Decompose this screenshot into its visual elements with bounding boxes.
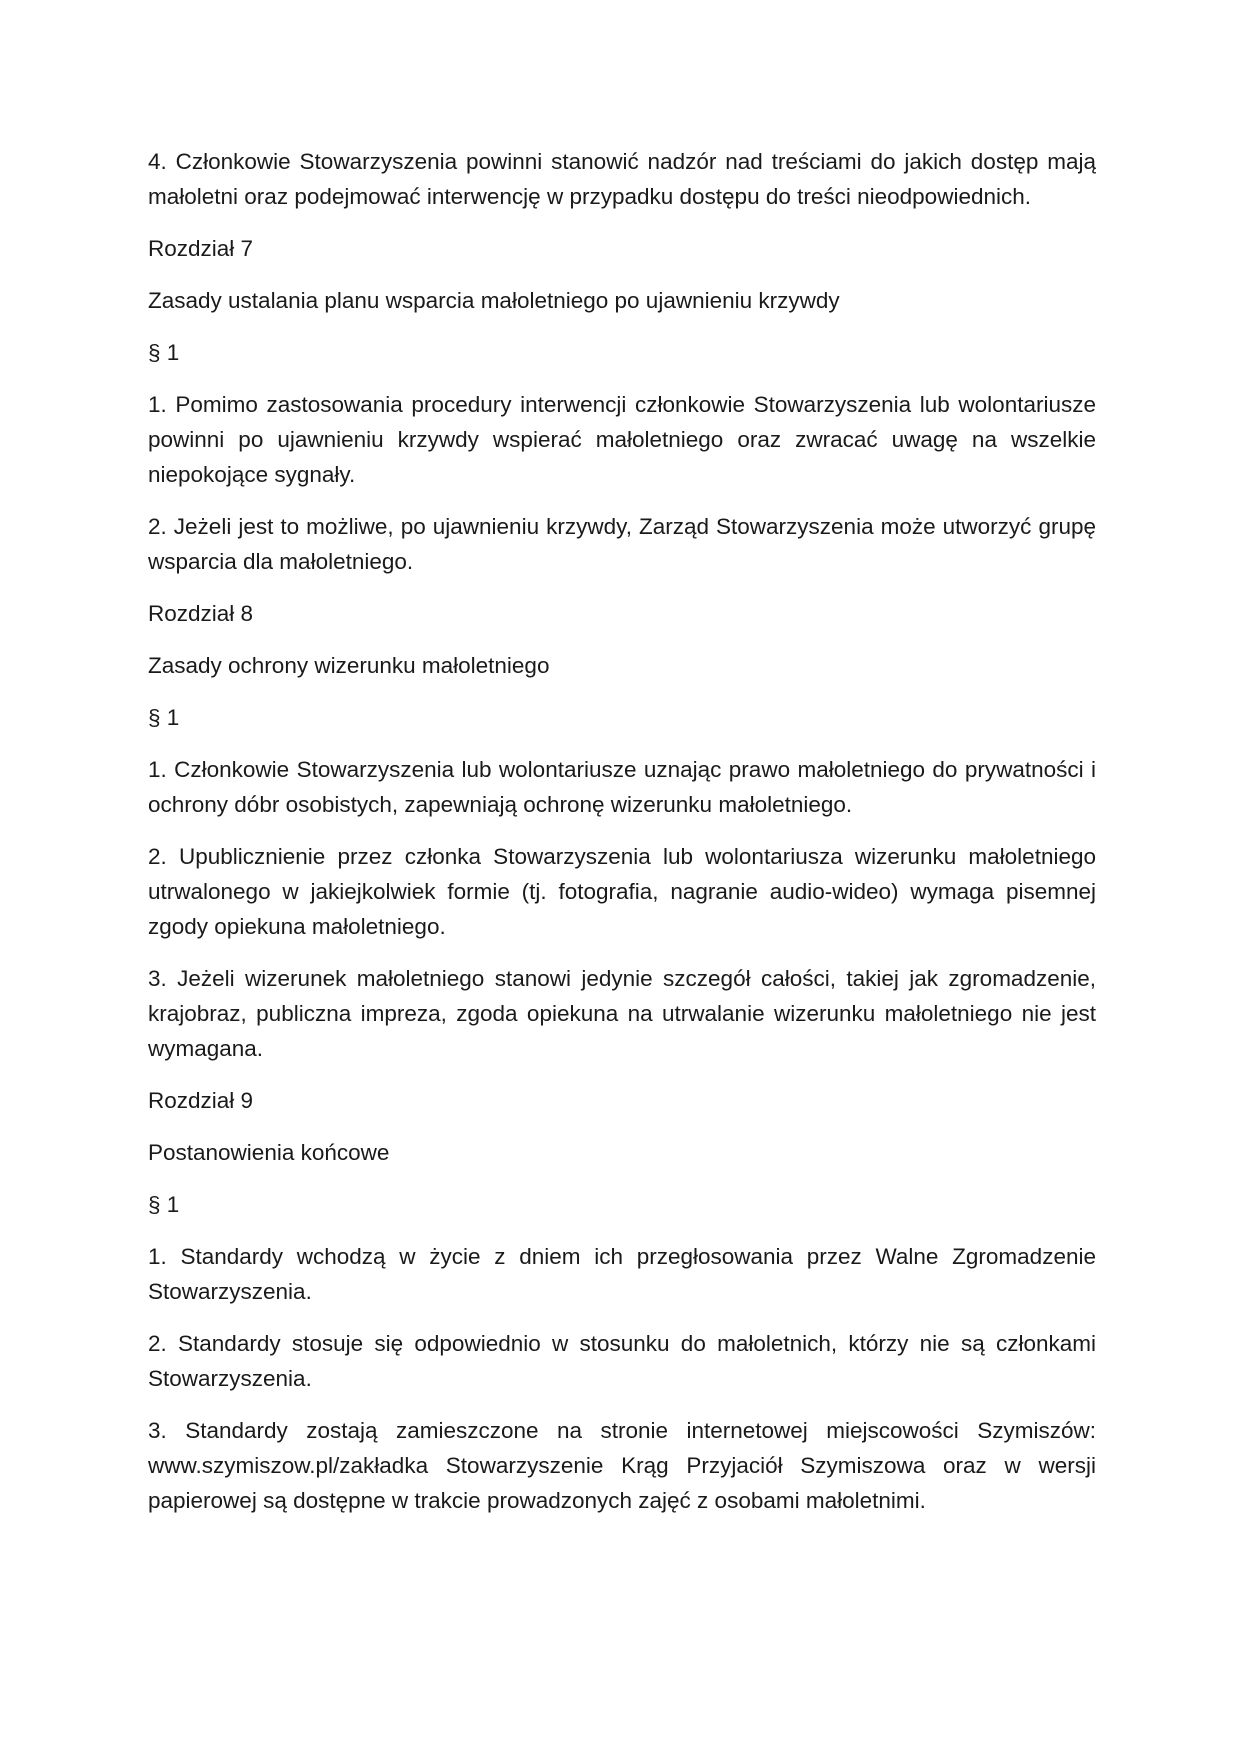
paragraph-4-supervision: 4. Członkowie Stowarzyszenia powinni stanowić nadzór nad treściami do jakich dostęp mają małoletni oraz podejmować interwencję w przypadku dostępu do treści nieodpowiednich.: [148, 149, 1096, 209]
chapter-7-section-mark: § 1: [148, 340, 180, 365]
chapter-8-point-3: 3. Jeżeli wizerunek małoletniego stanowi jedynie szczegół całości, takiej jak zgromadzenie, krajobraz, publiczna impreza, zgoda opiekuna na utrwalanie wizerunku małoletniego nie jest wymagana.: [148, 966, 1096, 1061]
chapter-8-title: Zasady ochrony wizerunku małoletniego: [148, 653, 550, 678]
chapter-7-label: Rozdział 7: [148, 236, 254, 261]
chapter-9-section-mark: § 1: [148, 1192, 180, 1217]
chapter-9-point-2: 2. Standardy stosuje się odpowiednio w stosunku do małoletnich, którzy nie są członkami Stowarzyszenia.: [148, 1331, 1096, 1391]
chapter-9-label: Rozdział 9: [148, 1088, 254, 1113]
chapter-8-label: Rozdział 8: [148, 601, 254, 626]
chapter-7-point-2: 2. Jeżeli jest to możliwe, po ujawnieniu krzywdy, Zarząd Stowarzyszenia może utworzyć grupę wsparcia dla małoletniego.: [148, 514, 1096, 574]
chapter-8-point-2: 2. Upublicznienie przez członka Stowarzyszenia lub wolontariusza wizerunku małoletniego utrwalonego w jakiejkolwiek formie (tj. fotografia, nagranie audio-wideo) wymaga pisemnej zgody opiekuna małoletniego.: [148, 844, 1096, 939]
chapter-9-point-1: 1. Standardy wchodzą w życie z dniem ich przegłosowania przez Walne Zgromadzenie Stowarzyszenia.: [148, 1244, 1096, 1304]
document-page: [148, 144, 1096, 1535]
chapter-7-point-1: 1. Pomimo zastosowania procedury interwencji członkowie Stowarzyszenia lub wolontariusze powinni po ujawnieniu krzywdy wspierać małoletniego oraz zwracać uwagę na wszelkie niepokojące sygnały.: [148, 392, 1096, 487]
chapter-7-title: Zasady ustalania planu wsparcia małoletniego po ujawnieniu krzywdy: [148, 288, 840, 313]
chapter-9-point-3: 3. Standardy zostają zamieszczone na stronie internetowej miejscowości Szymiszów: www.szymiszow.pl/zakładka Stowarzyszenie Krąg Przyjaciół Szymiszowa oraz w wersji papierowej są dostępne w trakcie prowadzonych zajęć z osobami małoletnimi.: [148, 1418, 1096, 1513]
chapter-8-section-mark: § 1: [148, 705, 180, 730]
chapter-8-point-1: 1. Członkowie Stowarzyszenia lub wolontariusze uznając prawo małoletniego do prywatności i ochrony dóbr osobistych, zapewniają ochronę wizerunku małoletniego.: [148, 757, 1096, 817]
chapter-9-title: Postanowienia końcowe: [148, 1140, 390, 1165]
